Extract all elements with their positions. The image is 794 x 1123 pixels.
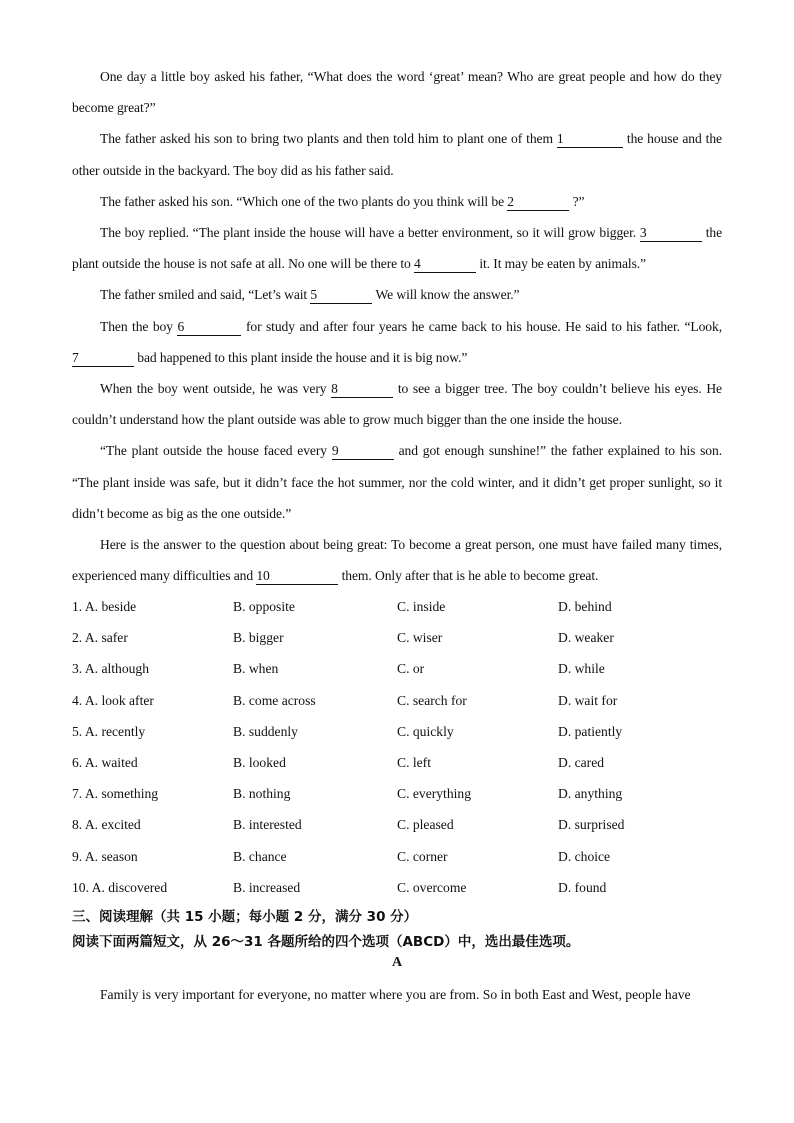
option-c[interactable]: C. corner (397, 848, 448, 864)
option-b[interactable]: B. come across (233, 692, 316, 708)
option-c[interactable]: C. quickly (397, 723, 454, 739)
option-c[interactable]: C. or (397, 661, 425, 677)
option-row-5 (72, 716, 732, 747)
answer-options (72, 591, 732, 903)
option-d[interactable]: D. weaker (558, 630, 614, 646)
paragraph-1: One day a little boy asked his father, “What does the word ‘great’ mean? Who are great people and how do they become great?” (72, 69, 722, 116)
blank-10[interactable]: 10 (256, 568, 338, 585)
option-d[interactable]: D. behind (558, 599, 612, 614)
paragraph-7: When the boy went outside, he was very 8 to see a bigger tree. The boy couldn’t believe his eyes. He couldn’t understand how the plant outside was able to grow much bigger than the one inside the house. (72, 381, 722, 428)
option-b[interactable]: B. bigger (233, 630, 284, 646)
option-b[interactable]: B. when (233, 661, 279, 677)
blank-5[interactable]: 5 (310, 287, 372, 304)
option-row-7 (72, 778, 732, 809)
blank-2[interactable]: 2 (507, 194, 569, 211)
paragraph-5: The father smiled and said, “Let’s wait 5 We will know the answer.” (100, 287, 520, 303)
option-row-4 (72, 685, 732, 716)
option-c[interactable]: C. pleased (397, 817, 454, 833)
cloze-passage (72, 61, 722, 591)
option-d[interactable]: D. patiently (558, 723, 623, 739)
blank-1[interactable]: 1 (557, 131, 623, 148)
option-c[interactable]: C. inside (397, 599, 446, 614)
blank-8[interactable]: 8 (331, 381, 393, 398)
option-row-1 (72, 591, 732, 622)
option-b[interactable]: B. increased (233, 879, 301, 895)
option-row-10 (72, 872, 732, 903)
option-a[interactable]: 5. A. recently (72, 723, 146, 739)
option-a[interactable]: 7. A. something (72, 786, 159, 802)
option-d[interactable]: D. while (558, 661, 605, 677)
option-a[interactable]: 1. A. beside (72, 599, 137, 614)
option-b[interactable]: B. looked (233, 754, 286, 770)
passage-letter: A (391, 955, 403, 970)
section-instruction: 阅读下面两篇短文，从 26～31 各题所给的四个选项（ABCD）中，选出最佳选项。 (72, 934, 580, 950)
paragraph-4: The boy replied. “The plant inside the house will have a better environment, so it will grow bigger. 3 the plant outside the house is not safe at all. No one will be there to 4 it. It may be eaten by animals.” (72, 225, 722, 272)
option-c[interactable]: C. everything (397, 786, 471, 802)
blank-9[interactable]: 9 (332, 443, 394, 460)
option-d[interactable]: D. cared (558, 754, 605, 770)
option-b[interactable]: B. nothing (233, 786, 291, 802)
option-c[interactable]: C. search for (397, 692, 467, 708)
option-a[interactable]: 2. A. safer (72, 630, 128, 646)
paragraph-9: Here is the answer to the question about being great: To become a great person, one must have failed many times, experienced many difficulties and 10 them. Only after that is he able to become great. (72, 537, 722, 584)
blank-6[interactable]: 6 (177, 319, 241, 336)
section-title: 三、阅读理解（共 15 小题；每小题 2 分，满分 30 分） (72, 909, 418, 925)
option-a[interactable]: 8. A. excited (72, 817, 141, 833)
option-d[interactable]: D. wait for (558, 692, 618, 708)
blank-3[interactable]: 3 (640, 225, 702, 242)
option-a[interactable]: 6. A. waited (72, 754, 138, 770)
option-a[interactable]: 3. A. although (72, 661, 150, 677)
option-b[interactable]: B. suddenly (233, 723, 298, 739)
option-d[interactable]: D. found (558, 879, 607, 895)
option-a[interactable]: 9. A. season (72, 848, 138, 864)
option-row-3 (72, 653, 732, 684)
option-c[interactable]: C. overcome (397, 879, 467, 895)
blank-4[interactable]: 4 (414, 256, 476, 273)
option-d[interactable]: D. anything (558, 786, 623, 802)
option-a[interactable]: 4. A. look after (72, 692, 154, 708)
option-c[interactable]: C. left (397, 754, 431, 770)
option-row-9 (72, 841, 732, 872)
option-row-2 (72, 622, 732, 653)
option-row-6 (72, 747, 732, 778)
paragraph-3: The father asked his son. “Which one of the two plants do you think will be 2 ?” (100, 193, 585, 209)
option-d[interactable]: D. surprised (558, 817, 625, 833)
option-c[interactable]: C. wiser (397, 630, 443, 646)
option-row-8 (72, 809, 732, 840)
option-b[interactable]: B. chance (233, 848, 287, 864)
blank-7[interactable]: 7 (72, 350, 134, 367)
option-b[interactable]: B. opposite (233, 599, 295, 614)
paragraph-6: Then the boy 6 for study and after four years he came back to his house. He said to his father. “Look, 7 bad happened to this plant inside the house and it is big now.” (72, 318, 722, 365)
option-b[interactable]: B. interested (233, 817, 302, 833)
paragraph-8: “The plant outside the house faced every 9 and got enough sunshine!” the father explained to his son. “The plant inside was safe, but it didn’t face the hot summer, nor the cold winter, and it didn’t get proper sunlight, so it didn’t become as big as the one outside.” (72, 443, 722, 521)
option-d[interactable]: D. choice (558, 848, 611, 864)
option-a[interactable]: 10. A. discovered (72, 879, 168, 895)
paragraph-2: The father asked his son to bring two plants and then told him to plant one of them 1 the house and the other outside in the backyard. The boy did as his father said. (72, 131, 722, 178)
reading-passage-first-line: Family is very important for everyone, no matter where you are from. So in both East and West, people have (100, 987, 691, 1002)
